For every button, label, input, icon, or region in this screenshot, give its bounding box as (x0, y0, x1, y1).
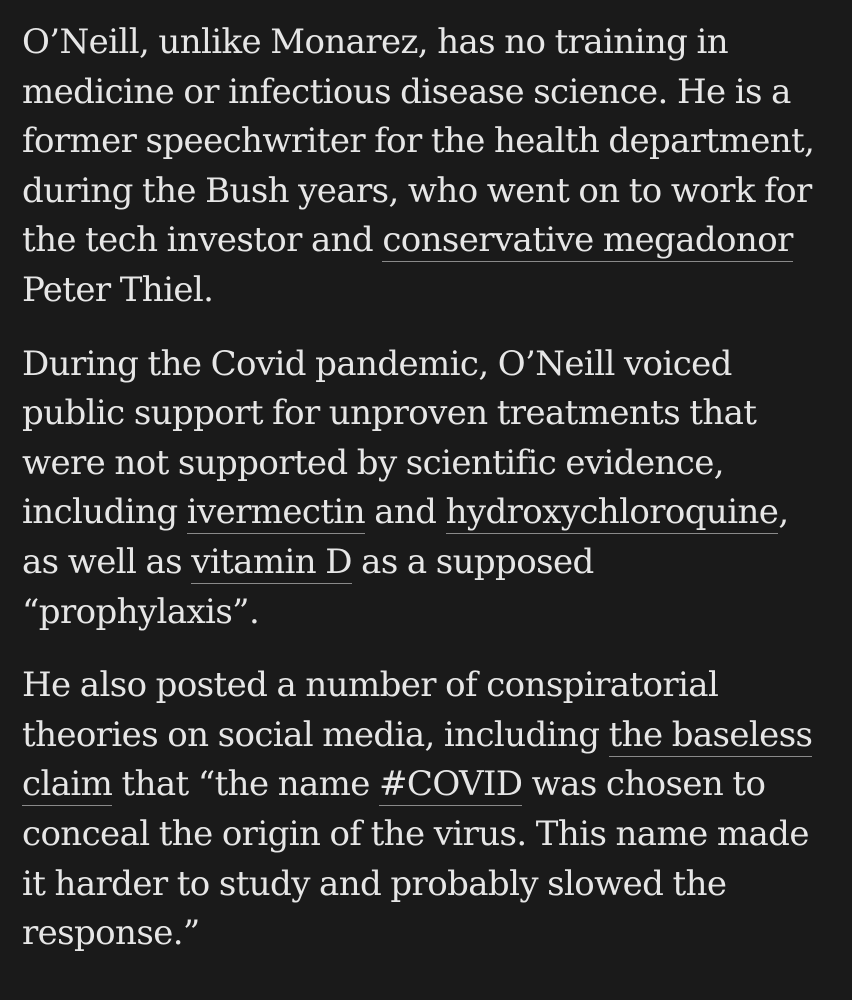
paragraph-1 (22, 18, 832, 316)
link-ivermectin[interactable]: ivermectin (186, 492, 365, 533)
text-segment: , as well as (22, 492, 789, 582)
text-segment: During the Covid pandemic, O’Neill voiced public support for unproven treatments that were not supported by scientific evidence, including (22, 343, 757, 533)
paragraph-3 (22, 661, 832, 959)
link-covid-hashtag[interactable]: #COVID (379, 764, 523, 805)
link-conservative-megadonor[interactable]: conservative megadonor (382, 220, 793, 261)
text-segment: was chosen to conceal the origin of the virus. This name made it harder to study and probably slowed the response.” (22, 764, 809, 954)
paragraph-2 (22, 340, 832, 638)
link-baseless-claim[interactable]: the baseless claim (22, 714, 813, 805)
text-segment: He also posted a number of conspiratorial theories on social media, including (22, 665, 719, 755)
text-segment: and (365, 492, 446, 533)
link-vitamin-d[interactable]: vitamin D (191, 541, 352, 582)
text-segment: that “the name (112, 764, 380, 805)
text-segment: O’Neill, unlike Monarez, has no training in medicine or infectious disease science. He is a former speechwriter for the health department, during the Bush years, who went on to work for the tech investor and (22, 22, 815, 261)
text-segment: Peter Thiel. (22, 269, 214, 310)
text-segment: as a supposed “prophylaxis”. (22, 541, 594, 632)
link-hydroxychloroquine[interactable]: hydroxychloroquine (445, 492, 779, 533)
